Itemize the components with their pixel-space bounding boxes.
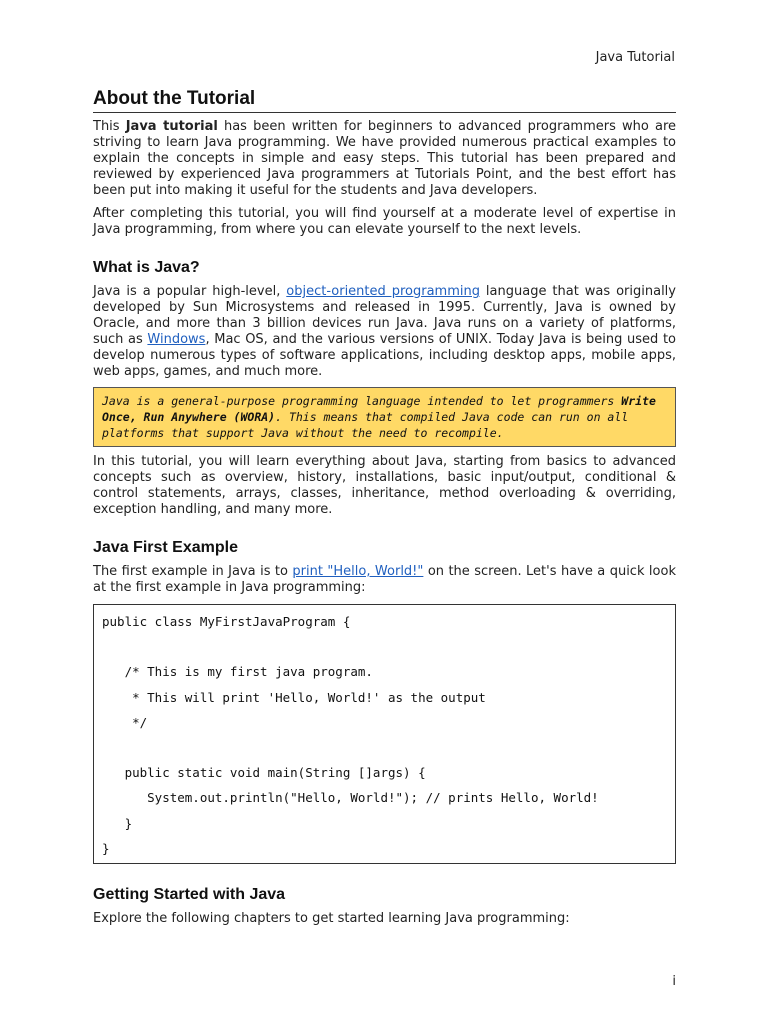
running-header: Java Tutorial xyxy=(595,50,675,65)
first-example-paragraph xyxy=(93,564,676,596)
code-line: public class MyFirstJavaProgram { xyxy=(102,614,351,629)
what-is-java-text-2: language that was originally developed by Sun Microsystems and released in 1995. Currently, Java is owned by Oracle, and more than 3 billion devices run Java. Java runs on a variety of platforms, such as xyxy=(93,284,676,347)
what-is-java-text-1: Java is a popular high-level, xyxy=(93,284,287,299)
code-line: */ xyxy=(102,714,148,730)
about-tutorial-heading: About the Tutorial xyxy=(93,88,676,113)
code-line: public static void main(String []args) { xyxy=(102,765,426,781)
code-line: } xyxy=(102,840,110,856)
code-line xyxy=(102,634,667,659)
what-is-java-heading: What is Java? xyxy=(93,259,200,276)
about-paragraph-2: After completing this tutorial, you will find yourself at a moderate level of expertise in Java programming, from where you can elevate yourself to the next levels. xyxy=(93,206,676,237)
code-line: /* This is my first java program. xyxy=(102,664,373,680)
code-block xyxy=(93,604,676,864)
about-paragraph-1 xyxy=(93,119,676,199)
print-hello-world-link[interactable]: print "Hello, World!" xyxy=(292,564,424,579)
first-example-text-1: The first example in Java is to xyxy=(93,564,293,579)
note-text-2: . This means that compiled Java code can run on all platforms that support Java without the need to recompile. xyxy=(102,410,629,440)
about-p1-pre: This xyxy=(93,119,126,134)
first-example-text-2: on the screen. Let's have a quick look at the first example in Java programming: xyxy=(93,564,676,595)
wora-note-box xyxy=(93,387,676,447)
code-line: * This will print 'Hello, World!' as the output xyxy=(102,689,486,705)
page-content xyxy=(93,88,676,927)
code-line: System.out.println("Hello, World!"); // prints Hello, World! xyxy=(102,790,599,806)
windows-link[interactable]: Windows xyxy=(147,332,206,347)
code-line: } xyxy=(102,815,133,831)
about-p1-post: has been written for beginners to advanced programmers who are striving to learn Java programming. We have provided numerous practical examples to explain the concepts in simple and easy steps. This tutorial has been prepared and reviewed by experienced Java programmers at Tutorials Point, and the best effort has been put into making it useful for the students and Java developers. xyxy=(93,119,677,198)
note-text-1: Java is a general-purpose programming language intended to let programmers xyxy=(102,394,622,408)
what-is-java-paragraph-1 xyxy=(93,284,676,380)
oop-link[interactable]: object-oriented programming xyxy=(286,284,480,299)
note-bold-wora: Write Once, Run Anywhere (WORA) xyxy=(102,394,656,424)
what-is-java-text-3: , Mac OS, and the various versions of UNIX. Today Java is being used to develop numerous types of software applications, including desktop apps, mobile apps, web apps, games, and much more. xyxy=(93,332,676,379)
code-line xyxy=(102,735,667,760)
getting-started-heading: Getting Started with Java xyxy=(93,885,286,903)
java-tutorial-bold: Java tutorial xyxy=(125,119,218,134)
getting-started-paragraph: Explore the following chapters to get started learning Java programming: xyxy=(93,910,570,926)
what-is-java-paragraph-2: In this tutorial, you will learn everything about Java, starting from basics to advanced concepts such as overview, history, installations, basic input/output, conditional & control statements, arrays, classes, inheritance, method overloading & overriding, exception handling, and many more. xyxy=(93,454,676,517)
java-first-example-heading: Java First Example xyxy=(93,539,238,556)
page-number: i xyxy=(672,974,676,989)
